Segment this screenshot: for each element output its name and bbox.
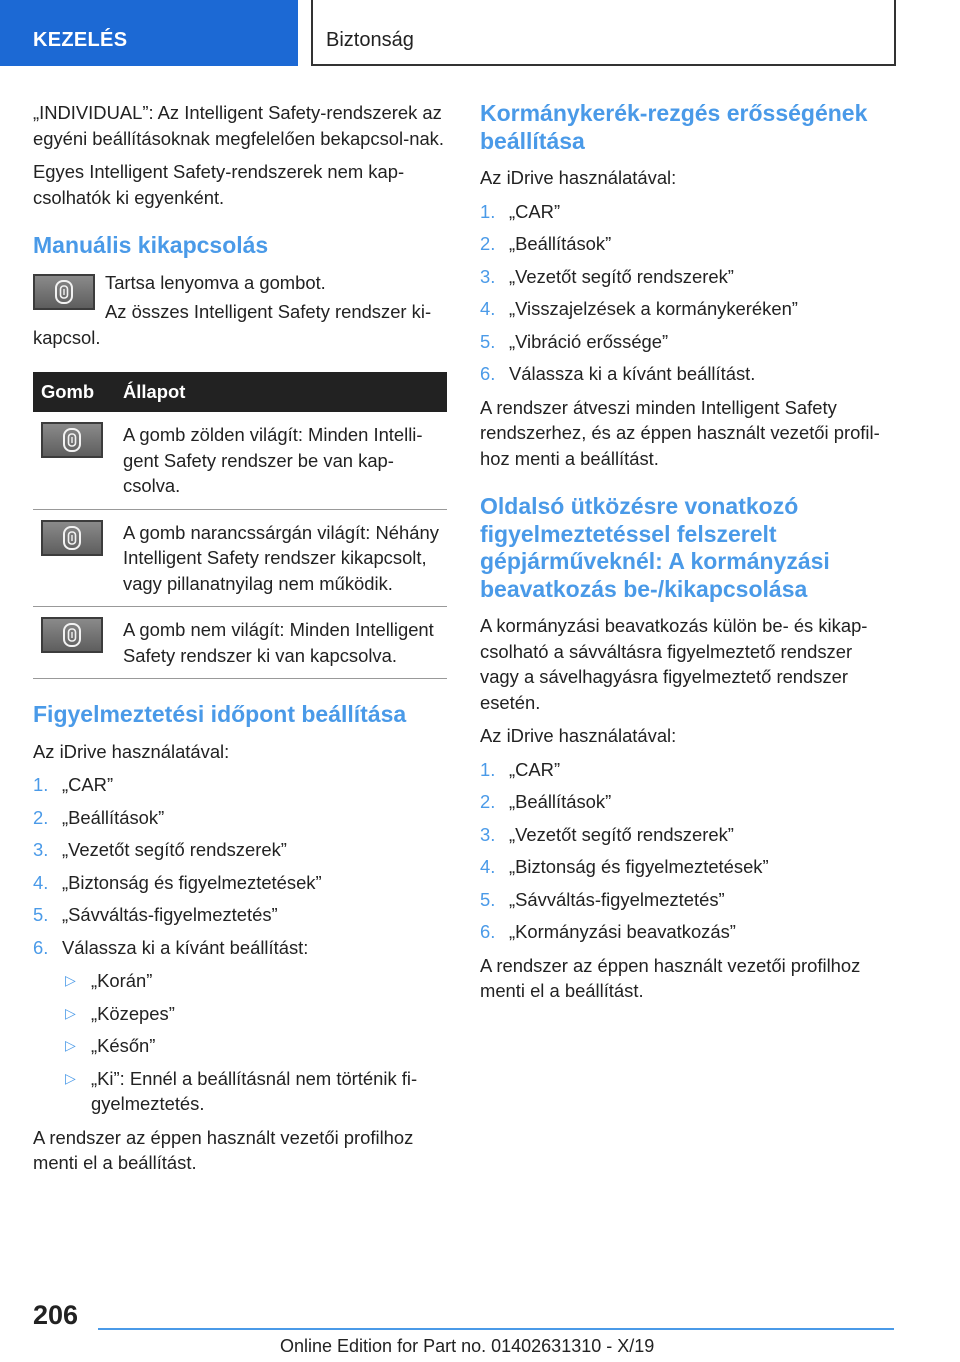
list-item: 6. „Kormányzási beavatkozás” — [480, 921, 736, 942]
manual-text: Az összes Intelligent Safety rendszer ki-kapcsol. — [33, 301, 432, 348]
table-row — [33, 607, 447, 679]
section-title: KEZELÉS — [0, 0, 298, 66]
list-item: 3. „Vezetőt segítő rendszerek” — [480, 823, 734, 845]
page-number: 206 — [33, 1300, 79, 1330]
left-column — [33, 100, 448, 1184]
option-item: ▷ „Ki”: Ennél a beállításnál nem történik fi-gyelmeztetés. — [65, 1067, 418, 1114]
section-heading-manual: Manuális kikapcsolás — [33, 232, 269, 258]
list-item: 3. „Vezetőt segítő rendszerek” — [480, 265, 734, 287]
steering-steps-list — [480, 757, 895, 945]
button-status-table — [33, 372, 447, 679]
table-cell-status: A gomb nem világít: Minden Intelligent Safety rendszer ki van kapcsolva. — [115, 607, 447, 679]
table-row — [33, 412, 447, 509]
triangle-bullet-icon: ▷ — [65, 1069, 76, 1086]
list-item: 1. „CAR” — [33, 774, 114, 795]
list-item: 4. „Biztonság és figyelmeztetések” — [480, 856, 769, 877]
list-item: 6. Válassza ki a kívánt beállítást: ▷ „Korán” ▷ „Közepes” ▷ „Későn” ▷ „Ki”: Ennél a beállításnál nem történik fi-gyelmeztetés. — [33, 935, 448, 1117]
intro-paragraph: Egyes Intelligent Safety-rendszerek nem kap-csolhatók ki egyenként. — [33, 161, 405, 208]
table-cell-status: A gomb narancssárgán világít: Néhány Intelligent Safety rendszer kikapcsolt, vagy pillanatnyilag nem működik. — [115, 509, 447, 607]
intelligent-safety-button-icon — [41, 520, 103, 556]
triangle-bullet-icon: ▷ — [65, 1004, 76, 1021]
list-item: 5. „Vibráció erőssége” — [480, 330, 669, 352]
table-cell-status: A gomb zölden világít: Minden Intelli-gent Safety rendszer be van kap-csolva. — [115, 412, 447, 509]
list-item: 6. Válassza ki a kívánt beállítást. — [480, 363, 756, 384]
manual-text: Tartsa lenyomva a gombot. — [105, 271, 326, 293]
edition-note: Online Edition for Part no. 01402631310 - X/19 — [280, 1336, 655, 1356]
intelligent-safety-button-icon — [33, 274, 95, 310]
section-heading-warning-time: Figyelmeztetési időpont beállítása — [33, 701, 407, 727]
outro-paragraph: A rendszer az éppen használt vezetői profilhoz menti el a beállítást. — [480, 954, 861, 1001]
option-list — [62, 968, 448, 1117]
list-item: 5. „Sávváltás-figyelmeztetés” — [33, 904, 278, 925]
outro-paragraph: A rendszer átveszi minden Intelligent Safety rendszerhez, és az éppen használt vezetői profil-hoz menti a beállítást. — [480, 396, 880, 469]
list-item: 5. „Sávváltás-figyelmeztetés” — [480, 888, 725, 910]
intelligent-safety-button-icon — [41, 617, 103, 653]
list-item: 4. „Biztonság és figyelmeztetések” — [33, 871, 322, 893]
chapter-title: Biztonság — [311, 0, 896, 66]
warning-steps-list — [33, 772, 448, 1117]
footer-divider — [98, 1328, 894, 1330]
manual-block — [33, 270, 448, 355]
section-heading-steering-intervention: Oldalsó ütközésre vonatkozó figyelmeztetéssel felszerelt gépjárműveknél: A kormányzási beavatkozás be-/kikapcsolása — [480, 493, 830, 602]
body-paragraph: A kormányzási beavatkozás külön be- és kikap-csolható a sávváltásra figyelmeztető rendszer vagy a sávelhagyásra figyelmeztető rendszer esetén. — [480, 615, 868, 713]
idrive-intro: Az iDrive használatával: — [480, 167, 677, 188]
list-item: 1. „CAR” — [480, 200, 561, 222]
right-column — [480, 100, 895, 1012]
triangle-bullet-icon: ▷ — [65, 972, 76, 988]
section-heading-vibration: Kormánykerék-rezgés erősségének beállítása — [480, 100, 868, 154]
list-item: 2. „Beállítások” — [33, 806, 165, 828]
intro-paragraph: „INDIVIDUAL”: Az Intelligent Safety-rendszerek az egyéni beállításoknak megfelelően bekapcsol-nak. — [33, 102, 444, 149]
list-item: 3. „Vezetőt segítő rendszerek” — [33, 839, 287, 860]
table-row — [33, 509, 447, 607]
list-item: 2. „Beállítások” — [480, 791, 612, 812]
option-item: ▷ „Korán” — [62, 968, 448, 994]
page-header — [0, 0, 960, 66]
idrive-intro: Az iDrive használatával: — [33, 740, 230, 762]
table-header-status: Állapot — [115, 372, 447, 412]
option-item: ▷ „Közepes” — [62, 1001, 448, 1027]
list-item: 1. „CAR” — [480, 758, 561, 780]
list-item: 4. „Visszajelzések a kormánykeréken” — [480, 298, 798, 319]
option-item: ▷ „Későn” — [62, 1033, 448, 1059]
table-header-button: Gomb — [33, 372, 115, 412]
triangle-bullet-icon: ▷ — [65, 1037, 76, 1053]
vibration-steps-list — [480, 199, 895, 387]
table-header-row — [33, 372, 447, 412]
intelligent-safety-button-icon — [41, 422, 103, 458]
idrive-intro: Az iDrive használatával: — [480, 725, 677, 746]
list-item: 2. „Beállítások” — [480, 233, 612, 254]
outro-paragraph: A rendszer az éppen használt vezetői profilhoz menti el a beállítást. — [33, 1126, 414, 1173]
